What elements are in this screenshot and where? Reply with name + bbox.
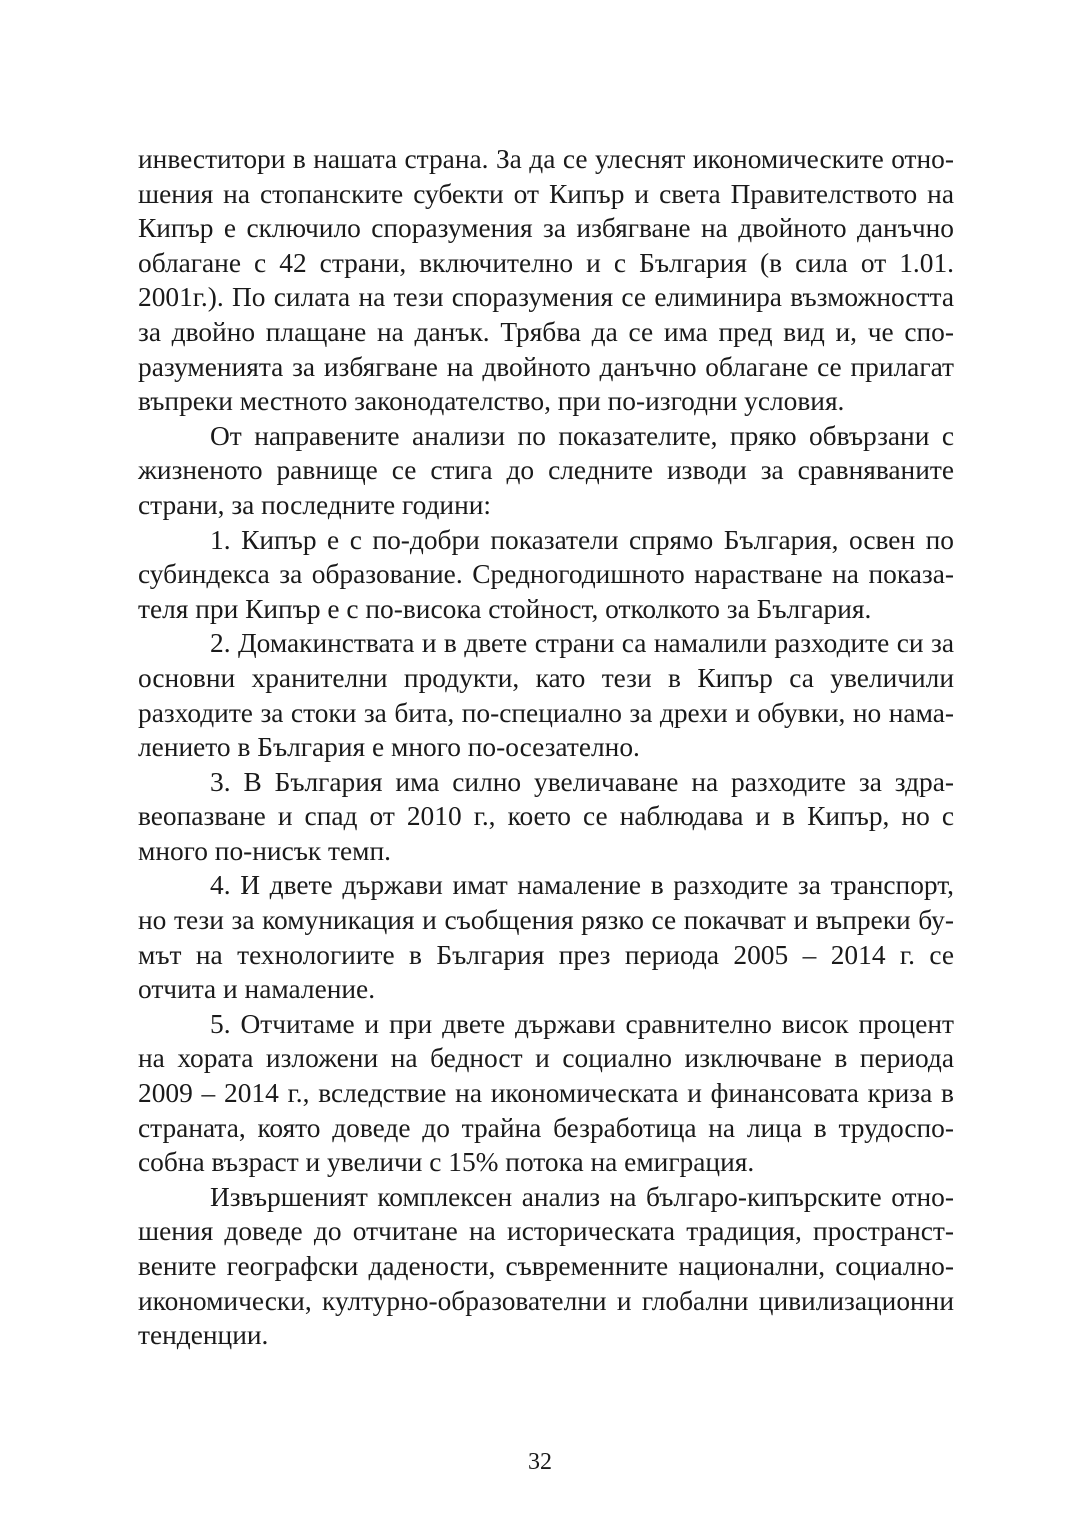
paragraph-conclusion-3: 3. В България има силно увеличаване на разходите за здра-веопазване и спад от 2010 г., което се наблюдава и в Кипър, но с много по-нисък темп.	[138, 766, 954, 866]
paragraph-conclusion-1: 1. Кипър е с по-добри показатели спрямо България, освен по субиндекса за образование. Средногодишното нарастване на показа-теля при Кипър е с по-висока стойност, отколкото за България.	[138, 524, 954, 624]
paragraph-conclusion-5: 5. Отчитаме и при двете държави сравнително висок процент на хората изложени на бедност и социално изключване в периода 2009 – 2014 г., вследствие на икономическата и финансовата криза в страната, която доведе до трайна безработица на лица в трудоспо-собна възраст и увеличи с 15% потока на емиграция.	[138, 1008, 954, 1178]
paragraph-conclusion-4: 4. И двете държави имат намаление в разходите за транспорт, но тези за комуникация и съобщения рязко се покачват и въпреки бу-мът на технологиите в България през периода 2005 – 2014 г. се отчита и намаление.	[138, 870, 954, 1005]
paragraph-analysis-intro: От направените анализи по показателите, пряко обвързани с жизненото равнище се стига до следните изводи за сравняваните страни, за последните години:	[138, 420, 954, 520]
paragraph-continuation: инвеститори в нашата страна. За да се улеснят икономическите отно-шения на стопанските субекти от Кипър и света Правителството на Кипър е сключило споразумения за избягване на двойното данъчно облагане с 42 страни, включително и с България (в сила от 1.01. 2001г.). По силата на тези споразумения се елиминира възможността за двойно плащане на данък. Трябва да се има пред вид и, че спо-разуменията за избягване на двойното данъчно облагане се прилагат въпреки местното законодателство, при по-изгодни условия.	[138, 144, 954, 417]
page-number: 32	[528, 1449, 552, 1475]
paragraph-closing: Извършеният комплексен анализ на българо-кипърските отно-шения доведе до отчитане на историческата традиция, пространст-вените географски дадености, съвременните национални, социално-икономически, културно-образователни и глобални цивилизационни тенденции.	[138, 1181, 954, 1351]
paragraph-conclusion-2: 2. Домакинствата и в двете страни са намалили разходите си за основни хранителни продукти, като тези в Кипър са увеличили разходите за стоки за бита, по-специално за дрехи и обувки, но нама-лението в България е много по-осезателно.	[138, 628, 954, 763]
document-body	[138, 142, 954, 1353]
